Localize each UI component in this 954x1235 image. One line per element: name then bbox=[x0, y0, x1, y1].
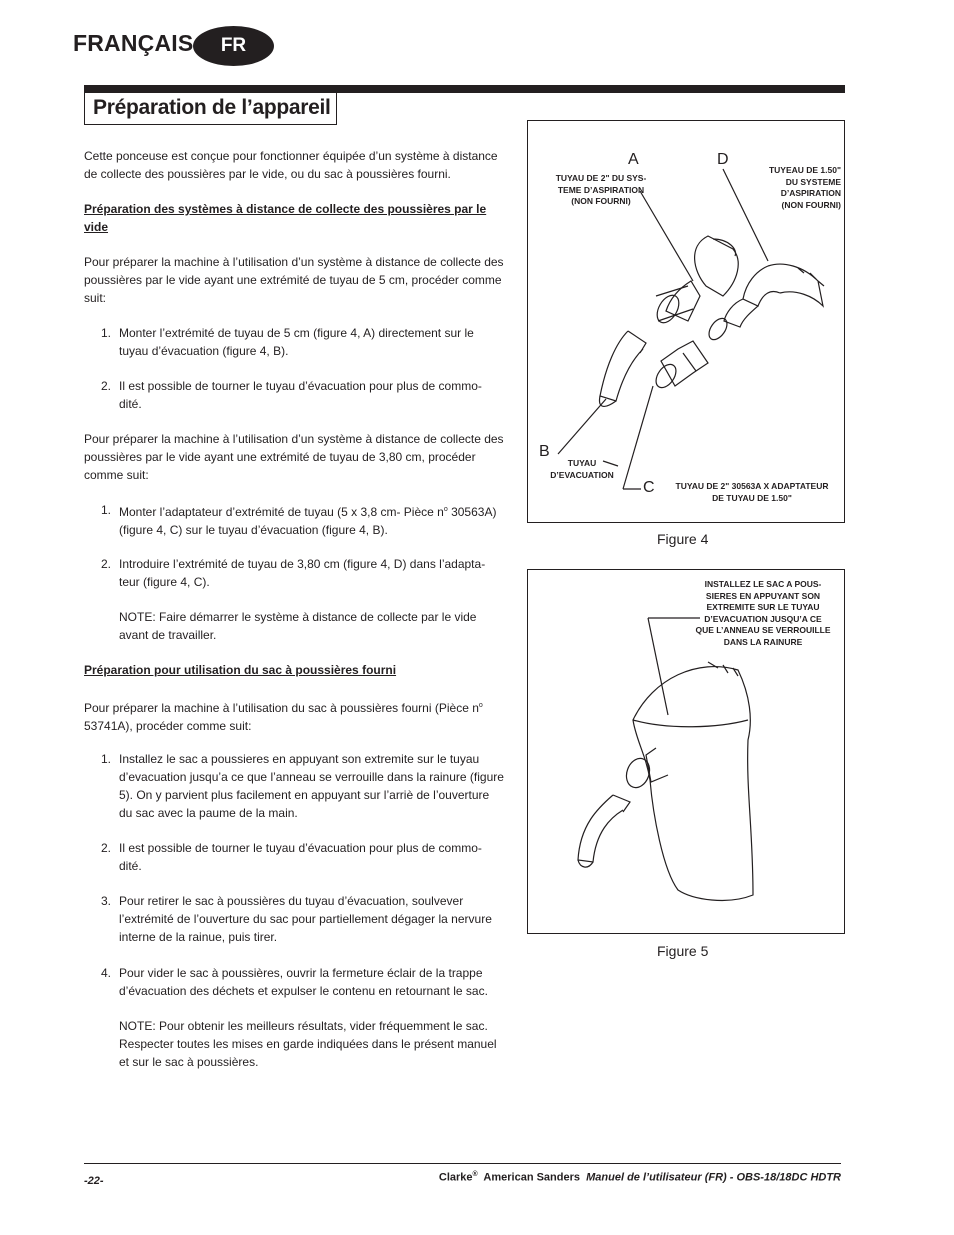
dust-bag-shape bbox=[633, 667, 753, 901]
list-number: 1. bbox=[101, 326, 112, 340]
label-adapter-c: TUYAU DE 2" 30563A X ADAPTATEUR DE TUYAU DE 1.50" bbox=[675, 481, 829, 503]
figure-4-caption: Figure 4 bbox=[657, 531, 709, 547]
subsection-dust-bag: Préparation pour utilisation du sac à poussières fourni bbox=[84, 663, 397, 677]
list-text: Introduire l’extrémité de tuyau de 3,80 cm (figure 4, D) dans l’adapta-teur (figure 4, C). bbox=[119, 557, 486, 589]
section-title: Préparation de l’appareil bbox=[93, 96, 331, 119]
note-empty-bag: NOTE: Pour obtenir les meilleurs résultats, vider fréquemment le sac. Respecter toutes les mises en garde indiquées dans le présent manuel et sur le sac à poussières. bbox=[119, 1019, 497, 1069]
list-text: Pour vider le sac à poussières, ouvrir la fermeture éclair de la trappe d’évacuation des déchets et expulser le contenu en retournant le sac. bbox=[119, 966, 488, 998]
language-title: FRANÇAIS bbox=[73, 30, 194, 56]
paragraph-380cm: Pour préparer la machine à l’utilisation d’un système à distance de collecte des poussières par le vide ayant une extrémité de tuyau de 3,80 cm, procéder comme suit: bbox=[84, 432, 504, 482]
list-text: Il est possible de tourner le tuyau d’évacuation pour plus de commo-dité. bbox=[119, 379, 482, 411]
list-text: Pour retirer le sac à poussières du tuyau d’évacuation, soulvever l’extrémité de l’ouverture du sac pour partiellement dégager la nervure interne de la rainue, puis tirer. bbox=[119, 894, 492, 944]
figure-4 bbox=[527, 120, 845, 523]
label-exhaust-b: TUYAU D’EVACUATION bbox=[550, 458, 614, 480]
note-start-vacuum: NOTE: Faire démarrer le système à distance de collecte par le vide avant de travailler. bbox=[119, 610, 477, 642]
list-number: 2. bbox=[101, 379, 112, 393]
footer-manual-title bbox=[439, 1171, 841, 1184]
list-number: 4. bbox=[101, 966, 112, 980]
company-name: American Sanders bbox=[477, 1171, 587, 1184]
intro-paragraph: Cette ponceuse est conçue pour fonctionner équipée d’un système à distance de collecte des poussières par le vide, ou du sac à poussières fourni. bbox=[84, 149, 498, 181]
list-text: Monter l’adaptateur d’extrémité de tuyau (5 x 3,8 cm- Pièce $n^o$ 30563A) (figure 4, C) sur le tuyau d’évacuation (figure 4, B). bbox=[119, 505, 497, 537]
footer-rule bbox=[84, 1163, 841, 1164]
figure-5-caption: Figure 5 bbox=[657, 943, 709, 959]
list-number: 1. bbox=[101, 752, 112, 766]
label-install-bag: INSTALLEZ LE SAC A POUS- SIERES EN APPUYANT SON EXTREMITE SUR LE TUYAU D’EVACUATION JUSQU’A CE QUE L’ANNEAU SE VERROUILLE DANS LA RAINURE bbox=[695, 579, 831, 647]
registered-mark: ® bbox=[472, 1171, 478, 1178]
list-number: 2. bbox=[101, 557, 112, 571]
list-number: 3. bbox=[101, 894, 112, 908]
list-text: Installez le sac a poussieres en appuyant son extremite sur le tuyau d’evacuation jusqu’a ce que l’anneau se verrouille dans la rainure (figure 5). On y parvient plus facilement en appuyant sur l’arriè de l’ouverture du sac avec la paume de la main. bbox=[119, 752, 504, 820]
subsection-remote-vacuum: Préparation des systèmes à distance de collecte des poussières par le vide bbox=[84, 202, 487, 234]
callout-letter-d: D bbox=[717, 151, 729, 168]
label-hose-a: TUYAU DE 2" DU SYS- TEME D’ASPIRATION (NON FOURNI) bbox=[555, 173, 647, 206]
page-number: -22- bbox=[84, 1175, 104, 1187]
paragraph-5cm: Pour préparer la machine à l’utilisation d’un système à distance de collecte des poussières par le vide ayant une extrémité de tuyau de 5 cm, procéder comme suit: bbox=[84, 255, 504, 305]
list-text: Monter l’extrémité de tuyau de 5 cm (figure 4, A) directement sur le tuyau d’évacuation (figure 4, B). bbox=[119, 326, 474, 358]
paragraph-dust-bag: Pour préparer la machine à l’utilisation du sac à poussières fourni (Pièce $n^o$ 53741A), procéder comme suit: bbox=[84, 701, 483, 733]
brand-name: Clarke bbox=[438, 1171, 473, 1184]
language-badge: FR bbox=[193, 26, 274, 66]
manual-name: Manuel de l’utilisateur (FR) - OBS-18/18DC HDTR bbox=[586, 1171, 841, 1184]
list-number: 2. bbox=[101, 841, 112, 855]
callout-letter-c: C bbox=[643, 479, 655, 496]
callout-letter-a: A bbox=[628, 151, 639, 168]
figure-5 bbox=[527, 569, 845, 934]
label-hose-d: TUYEAU DE 1.50" DU SYSTEME D’ASPIRATION (NON FOURNI) bbox=[768, 165, 841, 210]
list-number: 1. bbox=[101, 503, 112, 517]
list-text: Il est possible de tourner le tuyau d’évacuation pour plus de commo-dité. bbox=[119, 841, 482, 873]
callout-letter-b: B bbox=[539, 443, 550, 460]
